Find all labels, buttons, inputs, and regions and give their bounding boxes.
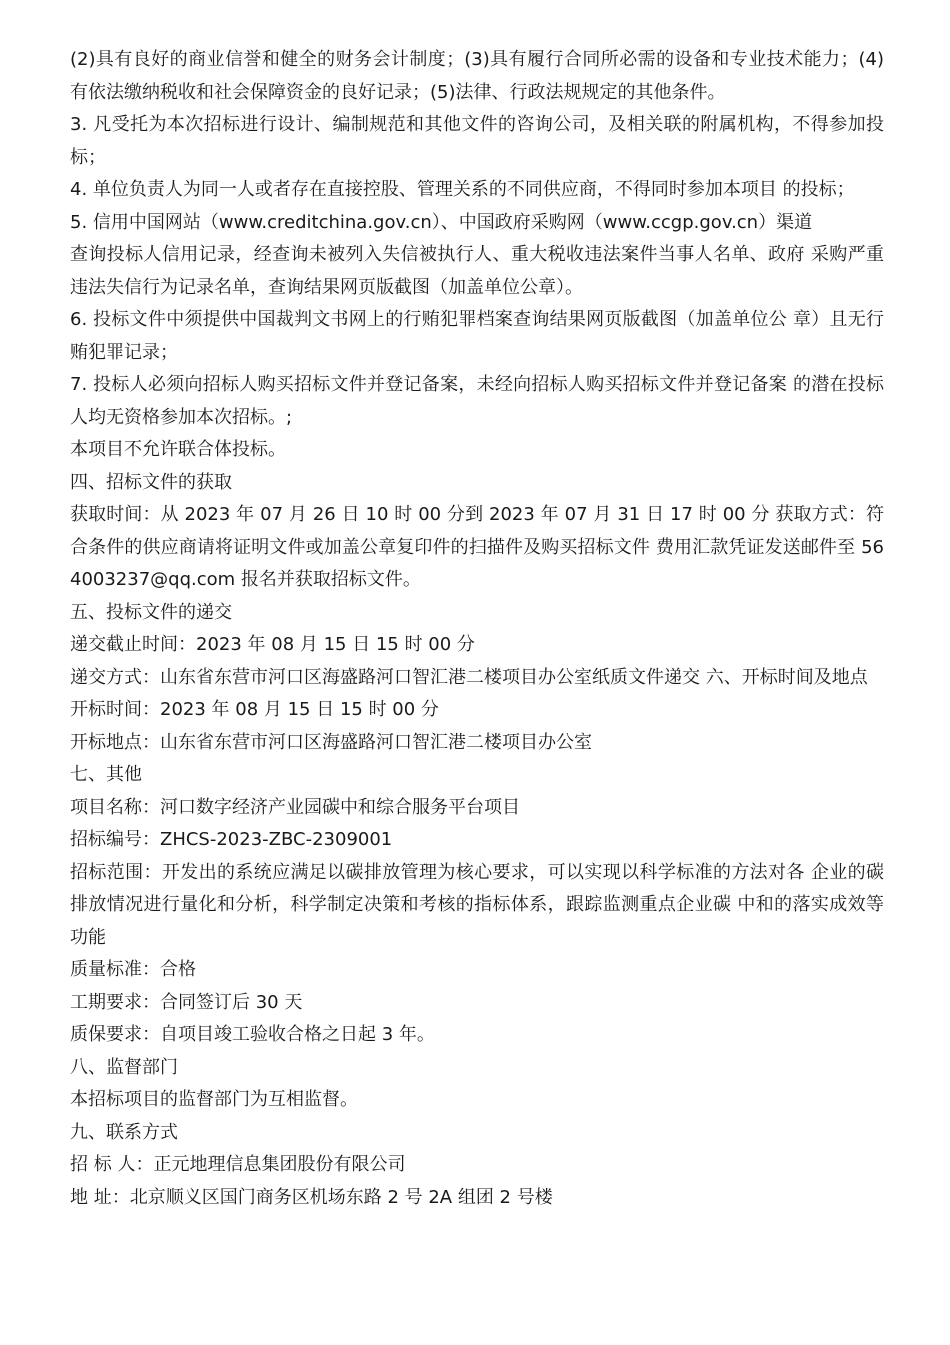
paragraph-requirement-5-websites: 5. 信用中国网站（www.creditchina.gov.cn）、中国政府采购网（www.ccgp.gov.cn）渠道 xyxy=(70,211,813,233)
paragraph-quality-standard: 质量标准：合格 xyxy=(70,959,196,980)
paragraph-opening-location: 开标地点：山东省东营市河口区海盛路河口智汇港二楼项目办公室 xyxy=(70,731,592,753)
document-page xyxy=(70,44,884,1214)
paragraph-tender-number: 招标编号：ZHCS-2023-ZBC-2309001 xyxy=(70,829,393,850)
paragraph-no-consortium: 本项目不允许联合体投标。 xyxy=(70,439,286,460)
paragraph-submission-method: 递交方式：山东省东营市河口区海盛路河口智汇港二楼项目办公室纸质文件递交 六、开标时间及地点 xyxy=(70,666,868,688)
section-heading-5: 五、投标文件的递交 xyxy=(70,601,232,623)
paragraph-duration: 工期要求：合同签订后 30 天 xyxy=(70,991,303,1013)
paragraph-requirement-6: 6. 投标文件中须提供中国裁判文书网上的行贿犯罪档案查询结果网页版截图（加盖单位公 章）且无行贿犯罪记录； xyxy=(70,309,884,363)
paragraph-opening-time: 开标时间：2023 年 08 月 15 日 15 时 00 分 xyxy=(70,699,439,720)
paragraph-tender-scope: 招标范围：开发出的系统应满足以碳排放管理为核心要求，可以实现以科学标准的方法对各 企业的碳排放情况进行量化和分析，科学制定决策和考核的指标体系，跟踪监测重点企业碳 中和的落实成效等功能 xyxy=(70,861,884,948)
paragraph-tenderer: 招 标 人：正元地理信息集团股份有限公司 xyxy=(70,1154,406,1175)
paragraph-warranty: 质保要求：自项目竣工验收合格之日起 3 年。 xyxy=(70,1024,435,1045)
section-heading-8: 八、监督部门 xyxy=(70,1056,178,1078)
paragraph-project-name: 项目名称：河口数字经济产业园碳中和综合服务平台项目 xyxy=(70,796,520,818)
paragraph-requirement-5-credit-check: 查询投标人信用记录，经查询未被列入失信被执行人、重大税收违法案件当事人名单、政府 采购严重违法失信行为记录名单，查询结果网页版截图（加盖单位公章）。 xyxy=(70,244,884,298)
paragraph-requirement-4: 4. 单位负责人为同一人或者存在直接控股、管理关系的不同供应商，不得同时参加本项目 的投标； xyxy=(70,179,855,200)
paragraph-supervision: 本招标项目的监督部门为互相监督。 xyxy=(70,1089,358,1110)
paragraph-requirement-3: 3. 凡受托为本次招标进行设计、编制规范和其他文件的咨询公司，及相关联的附属机构，不得参加投标； xyxy=(70,114,884,168)
paragraph-submission-deadline: 递交截止时间：2023 年 08 月 15 日 15 时 00 分 xyxy=(70,634,475,655)
paragraph-address: 地 址：北京顺义区国门商务区机场东路 2 号 2A 组团 2 号楼 xyxy=(70,1186,553,1208)
paragraph-acquisition-time: 获取时间：从 2023 年 07 月 26 日 10 时 00 分到 2023 年 07 月 31 日 17 时 00 分 获取方式：符合条件的供应商请将证明文件或加盖公章复印件的扫描件及购买招标文件 费用汇款凭证发送邮件至 564003237@qq.com 报名并获取招标文件。 xyxy=(70,504,884,590)
section-heading-7: 七、其他 xyxy=(70,764,142,785)
section-heading-9: 九、联系方式 xyxy=(70,1121,178,1143)
paragraph-qualifications-2-5: (2)具有良好的商业信誉和健全的财务会计制度；(3)具有履行合同所必需的设备和专业技术能力；(4) 有依法缴纳税收和社会保障资金的良好记录；(5)法律、行政法规规定的其他条件。 xyxy=(70,49,884,103)
paragraph-requirement-7: 7. 投标人必须向招标人购买招标文件并登记备案，未经向招标人购买招标文件并登记备案 的潜在投标人均无资格参加本次招标。; xyxy=(70,374,884,428)
section-heading-4: 四、招标文件的获取 xyxy=(70,471,232,493)
